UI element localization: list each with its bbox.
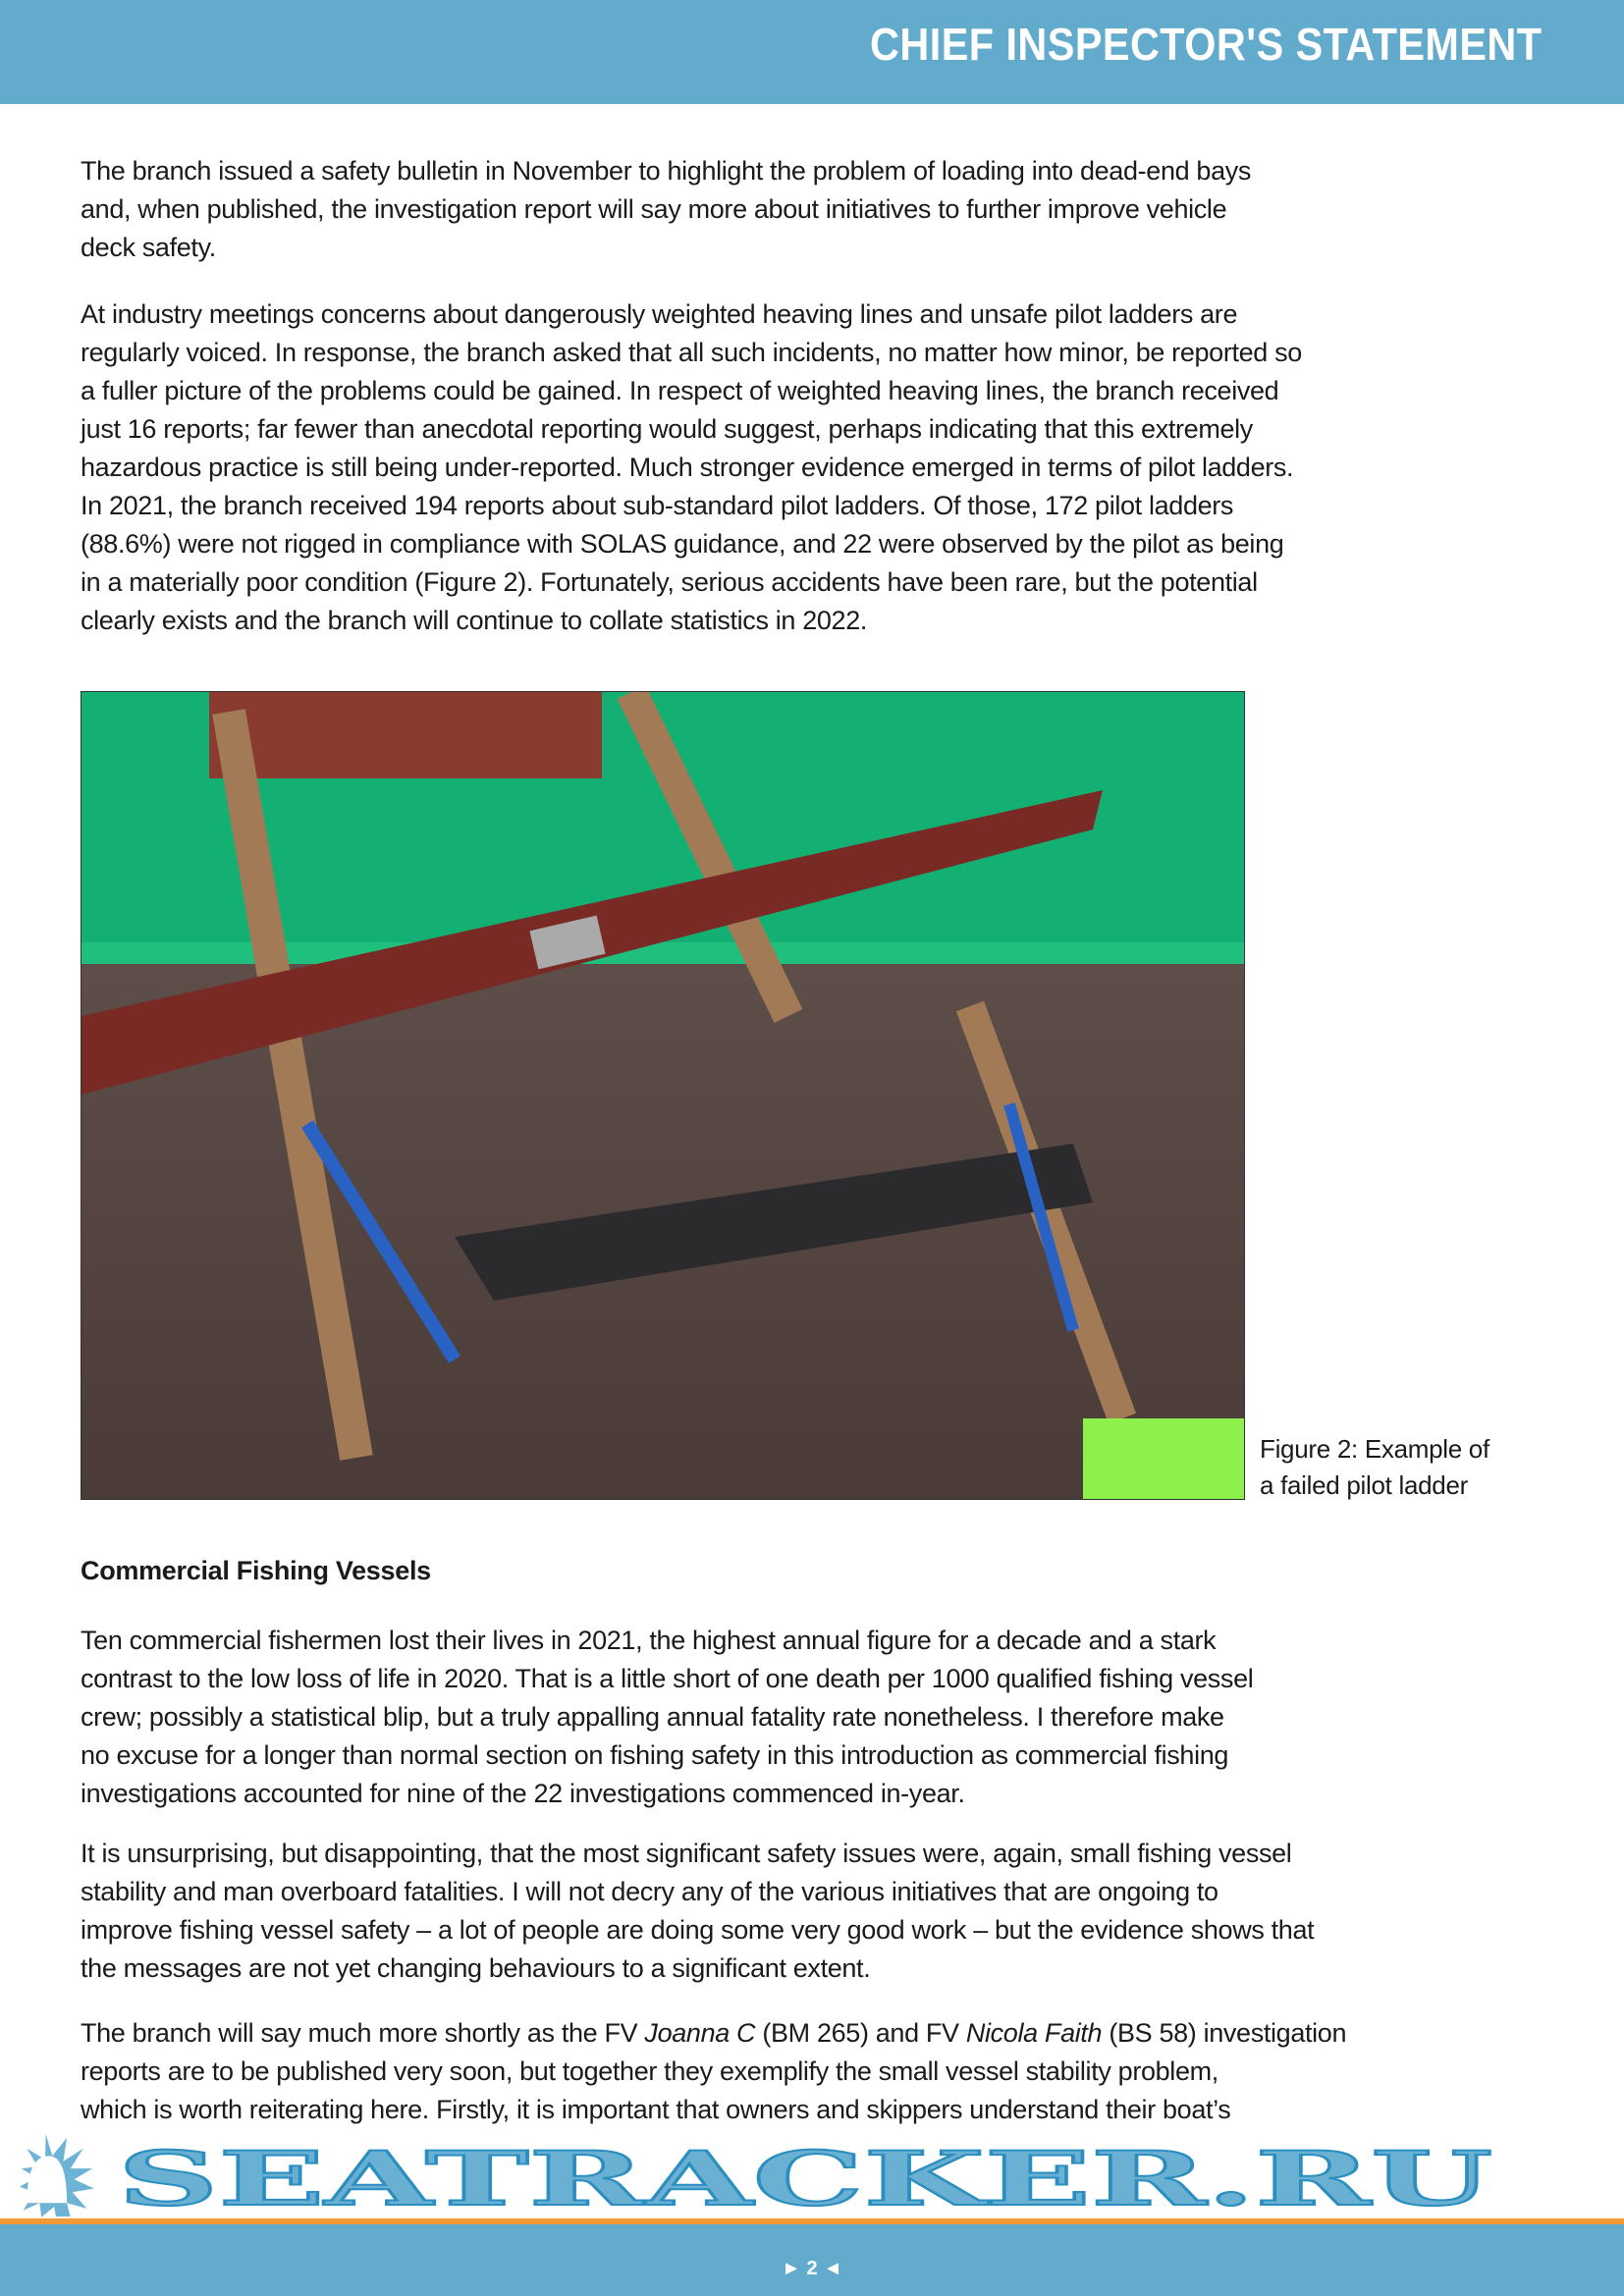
text-segment: (BS 58) investigation <box>1102 2018 1347 2048</box>
text-line: crew; possibly a statistical blip, but a truly appalling annual fatality rate nonetheless. I therefore make <box>81 1702 1224 1732</box>
sunburst-icon <box>20 2134 94 2216</box>
text-line: the messages are not yet changing behaviours to a significant extent. <box>81 1953 871 1983</box>
text-segment: The branch will say much more shortly as the FV <box>81 2018 645 2048</box>
page-title: CHIEF INSPECTOR'S STATEMENT <box>869 19 1542 70</box>
text-line: It is unsurprising, but disappointing, that the most significant safety issues were, again, small fishing vessel <box>81 1839 1292 1868</box>
caption-line: Figure 2: Example of <box>1260 1434 1489 1464</box>
paragraph-safety-issues <box>81 1835 1553 1988</box>
text-line: clearly exists and the branch will continue to collate statistics in 2022. <box>81 606 868 635</box>
text-line: In 2021, the branch received 194 reports about sub-standard pilot ladders. Of those, 172 pilot ladders <box>81 491 1234 520</box>
text-line: hazardous practice is still being under-reported. Much stronger evidence emerged in terms of pilot ladders. <box>81 453 1294 482</box>
vessel-name: Joanna C <box>644 2018 756 2048</box>
text-segment: (BM 265) and FV <box>755 2018 966 2048</box>
text-line: Ten commercial fishermen lost their lives in 2021, the highest annual figure for a decade and a stark <box>81 1626 1217 1655</box>
section-heading: Commercial Fishing Vessels <box>81 1556 431 1585</box>
text-line: reports are to be published very soon, but together they exemplify the small vessel stability problem, <box>81 2056 1218 2086</box>
text-line: investigations accounted for nine of the 22 investigations commenced in-year. <box>81 1779 965 1808</box>
page-number <box>0 2258 1624 2280</box>
text-line: which is worth reiterating here. Firstly, it is important that owners and skippers understand their boat’s <box>81 2095 1231 2124</box>
paragraph-vehicle-deck <box>81 152 1553 267</box>
text-line <box>81 2014 1553 2053</box>
paragraph-stability <box>81 2014 1553 2129</box>
page-marker-left: ► <box>782 2258 801 2279</box>
text-line: just 16 reports; far fewer than anecdotal reporting would suggest, perhaps indicating that this extremely <box>81 414 1253 444</box>
text-line: a fuller picture of the problems could be gained. In respect of weighted heaving lines, the branch received <box>81 376 1279 405</box>
paragraph-pilot-ladders <box>81 295 1553 640</box>
page-number-value: 2 <box>806 2258 818 2279</box>
text-line: improve fishing vessel safety – a lot of people are doing some very good work – but the evidence shows that <box>81 1915 1315 1945</box>
text-line: stability and man overboard fatalities. I will not decry any of the various initiatives that are ongoing to <box>81 1877 1218 1906</box>
text-line: contrast to the low loss of life in 2020. That is a little short of one death per 1000 qualified fishing vessel <box>81 1664 1254 1693</box>
caption-line: a failed pilot ladder <box>1260 1470 1468 1500</box>
page-marker-right: ◄ <box>823 2258 842 2279</box>
watermark-logo <box>0 2134 1624 2216</box>
text-line: (88.6%) were not rigged in compliance with SOLAS guidance, and 22 were observed by the pilot as being <box>81 529 1284 559</box>
text-line: deck safety. <box>81 233 216 262</box>
text-line: At industry meetings concerns about dangerously weighted heaving lines and unsafe pilot ladders are <box>81 299 1238 329</box>
text-line: and, when published, the investigation report will say more about initiatives to further improve vehicle <box>81 194 1227 224</box>
figure-pilot-ladder-photo <box>81 691 1245 1500</box>
text-line: no excuse for a longer than normal section on fishing safety in this introduction as commercial fishing <box>81 1740 1229 1770</box>
page-header <box>0 0 1624 104</box>
text-line: in a materially poor condition (Figure 2). Fortunately, serious accidents have been rare, but the potential <box>81 567 1258 597</box>
watermark-text: SEATRACKER.RU <box>118 2135 1492 2216</box>
text-line: regularly voiced. In response, the branch asked that all such incidents, no matter how minor, be reported so <box>81 338 1302 367</box>
text-line: The branch issued a safety bulletin in November to highlight the problem of loading into dead-end bays <box>81 156 1252 186</box>
vessel-name: Nicola Faith <box>965 2018 1103 2048</box>
paragraph-fishing-fatalities <box>81 1622 1553 1813</box>
figure-caption <box>1260 1431 1489 1504</box>
